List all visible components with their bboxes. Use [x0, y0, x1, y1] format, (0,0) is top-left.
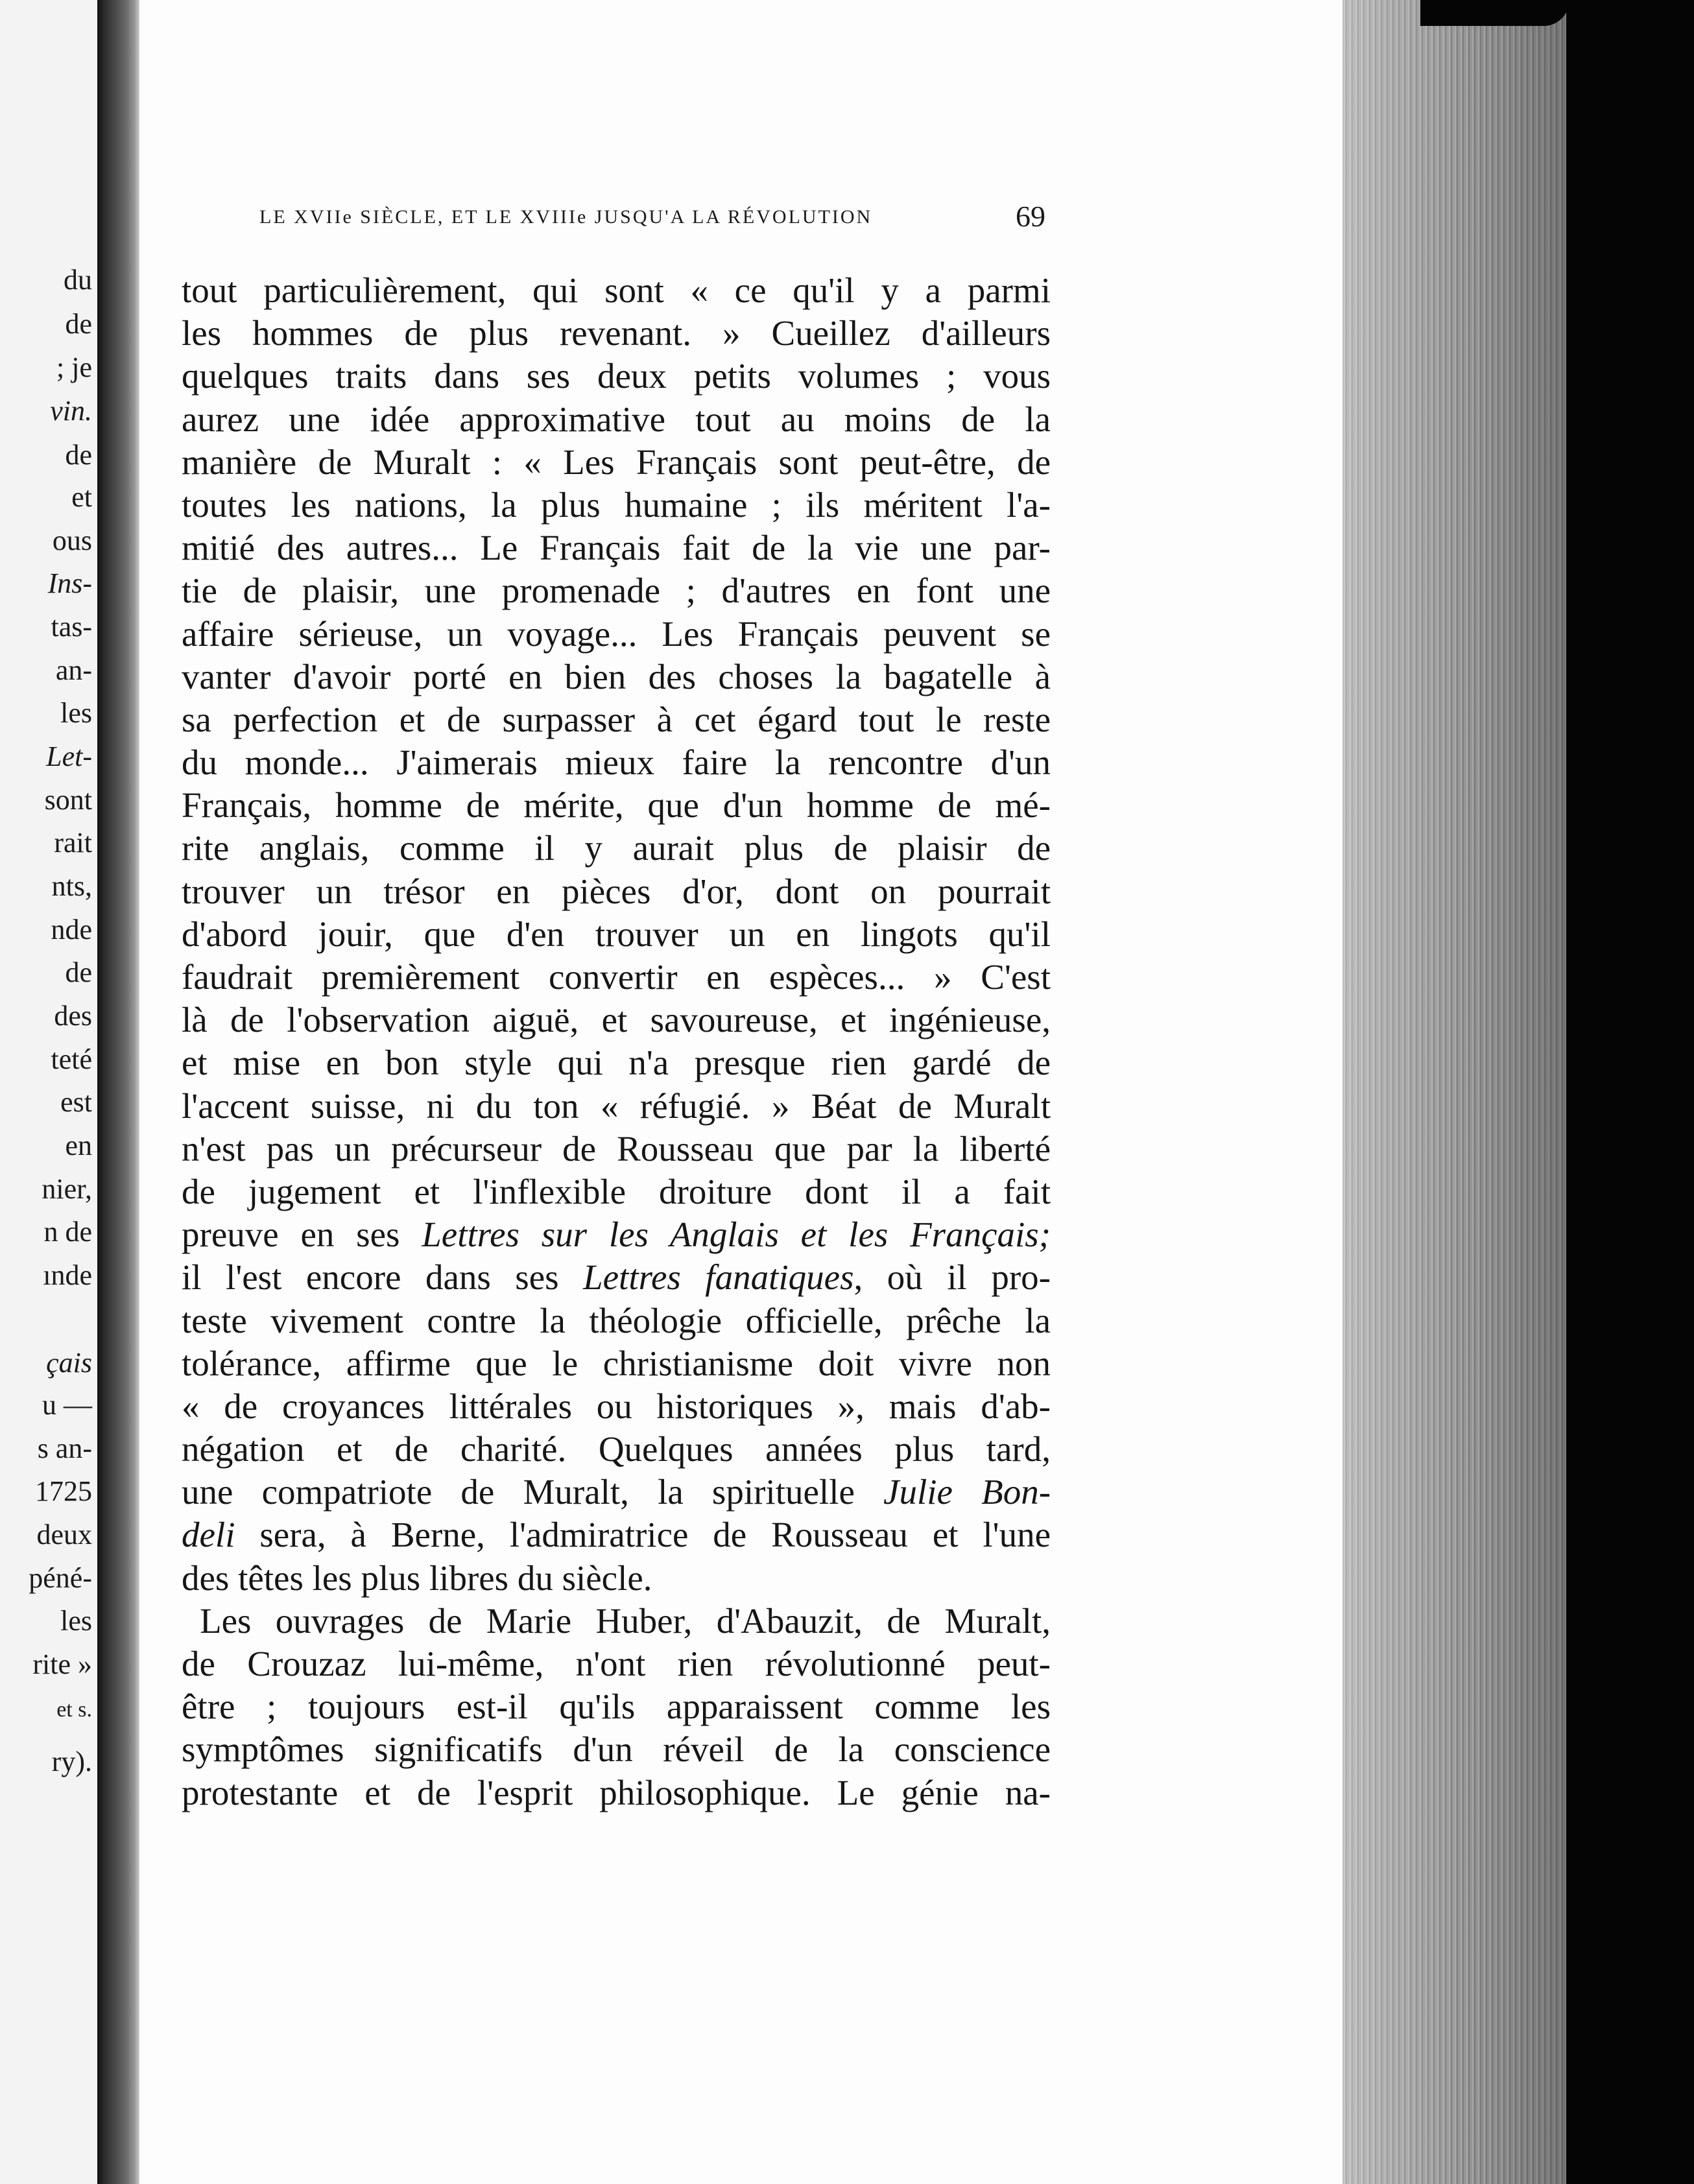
left-page-line-fragment: sont [44, 784, 92, 816]
text-line [182, 1256, 1051, 1299]
left-page-line-fragment: et s. [56, 1698, 92, 1722]
left-page-line-fragment: est [60, 1086, 92, 1118]
text-span: Les ouvrages de Marie Huber, d'Abauzit, de Muralt, [200, 1600, 1051, 1641]
text-line [182, 1772, 1051, 1814]
left-page-line-fragment: rait [54, 827, 92, 859]
text-line [182, 355, 1051, 398]
text-line [182, 1170, 1051, 1213]
text-line [182, 1600, 1051, 1643]
text-span: de jugement et l'inflexible droiture dont il a fait [182, 1171, 1051, 1211]
text-line [182, 1342, 1051, 1385]
page-edges-shading [1342, 0, 1566, 2184]
left-page-line-fragment: les [60, 1605, 92, 1637]
text-span: du monde... J'aimerais mieux faire la rencontre d'un [182, 742, 1051, 783]
left-page-line-fragment: les [60, 697, 92, 729]
left-page-line-fragment: ry). [51, 1746, 92, 1777]
text-span: de Crouzaz lui-même, n'ont rien révolutionné peut- [182, 1644, 1051, 1683]
text-line [182, 1557, 1051, 1600]
text-span: n'est pas un précurseur de Rousseau que par la liberté [182, 1128, 1051, 1169]
left-page-line-fragment: deux [36, 1519, 92, 1550]
text-line [182, 441, 1051, 484]
left-page-line-fragment: ; je [56, 351, 92, 383]
book-cover-corner [1420, 0, 1569, 26]
text-line [182, 269, 1051, 312]
text-span: « de croyances littérales ou historiques », mais d'ab- [182, 1386, 1051, 1426]
text-span: symptômes significatifs d'un réveil de la conscience [182, 1729, 1051, 1770]
text-span: et mise en bon style qui n'a presque rien gardé de [182, 1043, 1051, 1083]
left-page-line-fragment: nde [51, 914, 92, 945]
left-page-line-fragment: u — [42, 1389, 92, 1421]
text-span: Français, homme de mérite, que d'un homme de mé- [182, 785, 1051, 825]
text-line [182, 1213, 1051, 1256]
left-page-fragment [0, 0, 97, 2184]
text-line [182, 698, 1051, 741]
text-span: être ; toujours est-il qu'ils apparaissent comme les [182, 1687, 1051, 1727]
italic-title-span: Lettres fanatiques [583, 1257, 854, 1298]
left-page-line-fragment: nts, [51, 870, 92, 902]
text-span: les hommes de plus revenant. » Cueillez d'ailleurs [182, 313, 1051, 353]
text-span: sera, à Berne, l'admiratrice de Rousseau et l'une [235, 1515, 1051, 1555]
left-page-line-fragment: tas- [51, 611, 92, 643]
text-line [182, 827, 1051, 870]
text-span: aurez une idée approximative tout au moins de la [182, 399, 1051, 439]
text-line [182, 741, 1051, 784]
running-head: LE XVIIe SIÈCLE, ET LE XVIIIe JUSQU'A LA RÉVOLUTION [259, 206, 873, 228]
left-page-line-fragment: n de [43, 1216, 92, 1248]
text-span: il l'est encore dans ses [182, 1257, 584, 1298]
text-line [182, 398, 1051, 441]
left-page-text-edges [0, 0, 97, 2184]
text-span: tolérance, affirme que le christianisme doit vivre non [182, 1343, 1051, 1383]
page-number: 69 [1016, 200, 1045, 233]
left-page-line-fragment: nier, [42, 1173, 92, 1205]
text-span: là de l'observation aiguë, et savoureuse, et ingénieuse, [182, 1000, 1051, 1040]
text-span: sa perfection et de surpasser à cet égard tout le reste [182, 699, 1051, 739]
text-span: rite anglais, comme il y aurait plus de plaisir de [182, 828, 1051, 868]
left-page-line-fragment: des [54, 1000, 92, 1032]
text-span: négation et de charité. Quelques années plus tard, [182, 1429, 1051, 1469]
text-span: quelques traits dans ses deux petits volumes ; vous [182, 356, 1051, 396]
left-page-line-fragment: Let- [46, 741, 92, 772]
text-line [182, 1085, 1051, 1128]
text-span: d'abord jouir, que d'en trouver un en lingots qu'il [182, 914, 1051, 954]
left-page-line-fragment: vin. [50, 395, 92, 427]
text-span: preuve en ses [182, 1215, 422, 1255]
left-page-line-fragment: çais [46, 1347, 92, 1379]
text-span: une compatriote de Muralt, la spirituelle [182, 1472, 884, 1512]
text-span: vanter d'avoir porté en bien des choses la bagatelle à [182, 656, 1051, 696]
text-span: l'accent suisse, ni du ton « réfugié. » Béat de Muralt [182, 1086, 1051, 1126]
left-page-line-fragment: teté [51, 1043, 92, 1075]
left-page-line-fragment: du [64, 264, 92, 296]
text-line [182, 1385, 1051, 1428]
body-text [182, 269, 1051, 1814]
text-line [182, 1471, 1051, 1513]
text-span: trouver un trésor en pièces d'or, dont on pourrait [182, 871, 1051, 911]
text-line [182, 527, 1051, 569]
text-span: , où il pro- [853, 1257, 1051, 1298]
book-cover-edge [1566, 0, 1694, 2184]
left-page-line-fragment: en [65, 1130, 92, 1161]
text-line [182, 1041, 1051, 1084]
book-gutter [97, 0, 139, 2184]
italic-title-span: Lettres sur les Anglais et les Français; [422, 1215, 1051, 1255]
text-span: tie de plaisir, une promenade ; d'autres en font une [182, 571, 1051, 611]
text-line [182, 613, 1051, 656]
text-line [182, 999, 1051, 1041]
text-line [182, 656, 1051, 698]
text-line [182, 312, 1051, 355]
text-line [182, 484, 1051, 527]
text-span: tout particulièrement, qui sont « ce qu'il y a parmi [182, 270, 1051, 310]
left-page-line-fragment: ınde [43, 1259, 92, 1291]
text-line [182, 1300, 1051, 1342]
text-span: manière de Muralt : « Les Français sont peut-être, de [182, 442, 1051, 482]
left-page-line-fragment: de [65, 956, 92, 988]
text-line [182, 1685, 1051, 1728]
text-line [182, 913, 1051, 956]
left-page-line-fragment: péné- [29, 1562, 92, 1594]
text-line [182, 870, 1051, 913]
text-line [182, 956, 1051, 999]
left-page-line-fragment: et [71, 481, 92, 513]
left-page-line-fragment: de [65, 439, 92, 471]
text-span: mitié des autres... Le Français fait de la vie une par- [182, 528, 1051, 568]
text-line [182, 569, 1051, 612]
text-span: toutes les nations, la plus humaine ; ils méritent l'a- [182, 484, 1051, 525]
text-line [182, 1428, 1051, 1471]
text-line [182, 1513, 1051, 1556]
left-page-line-fragment: Ins- [47, 567, 92, 599]
left-page-line-fragment: an- [55, 654, 92, 686]
text-span: protestante et de l'esprit philosophique. Le génie na- [182, 1772, 1051, 1812]
italic-title-span: Julie Bon- [883, 1472, 1051, 1512]
text-line [182, 1643, 1051, 1685]
text-span: affaire sérieuse, un voyage... Les Français peuvent se [182, 613, 1051, 654]
left-page-line-fragment: 1725 [35, 1475, 92, 1507]
text-line [182, 1128, 1051, 1170]
italic-title-span: deli [182, 1515, 235, 1555]
text-line [182, 1728, 1051, 1771]
text-span: faudrait premièrement convertir en espèces... » C'est [182, 957, 1051, 997]
text-span: teste vivement contre la théologie officielle, prêche la [182, 1300, 1051, 1340]
left-page-line-fragment: s an- [37, 1432, 92, 1464]
left-page-line-fragment: rite » [32, 1648, 92, 1680]
text-line [182, 784, 1051, 827]
text-span: des têtes les plus libres du siècle. [182, 1558, 652, 1598]
left-page-line-fragment: de [65, 308, 92, 340]
left-page-line-fragment: ous [52, 525, 92, 556]
